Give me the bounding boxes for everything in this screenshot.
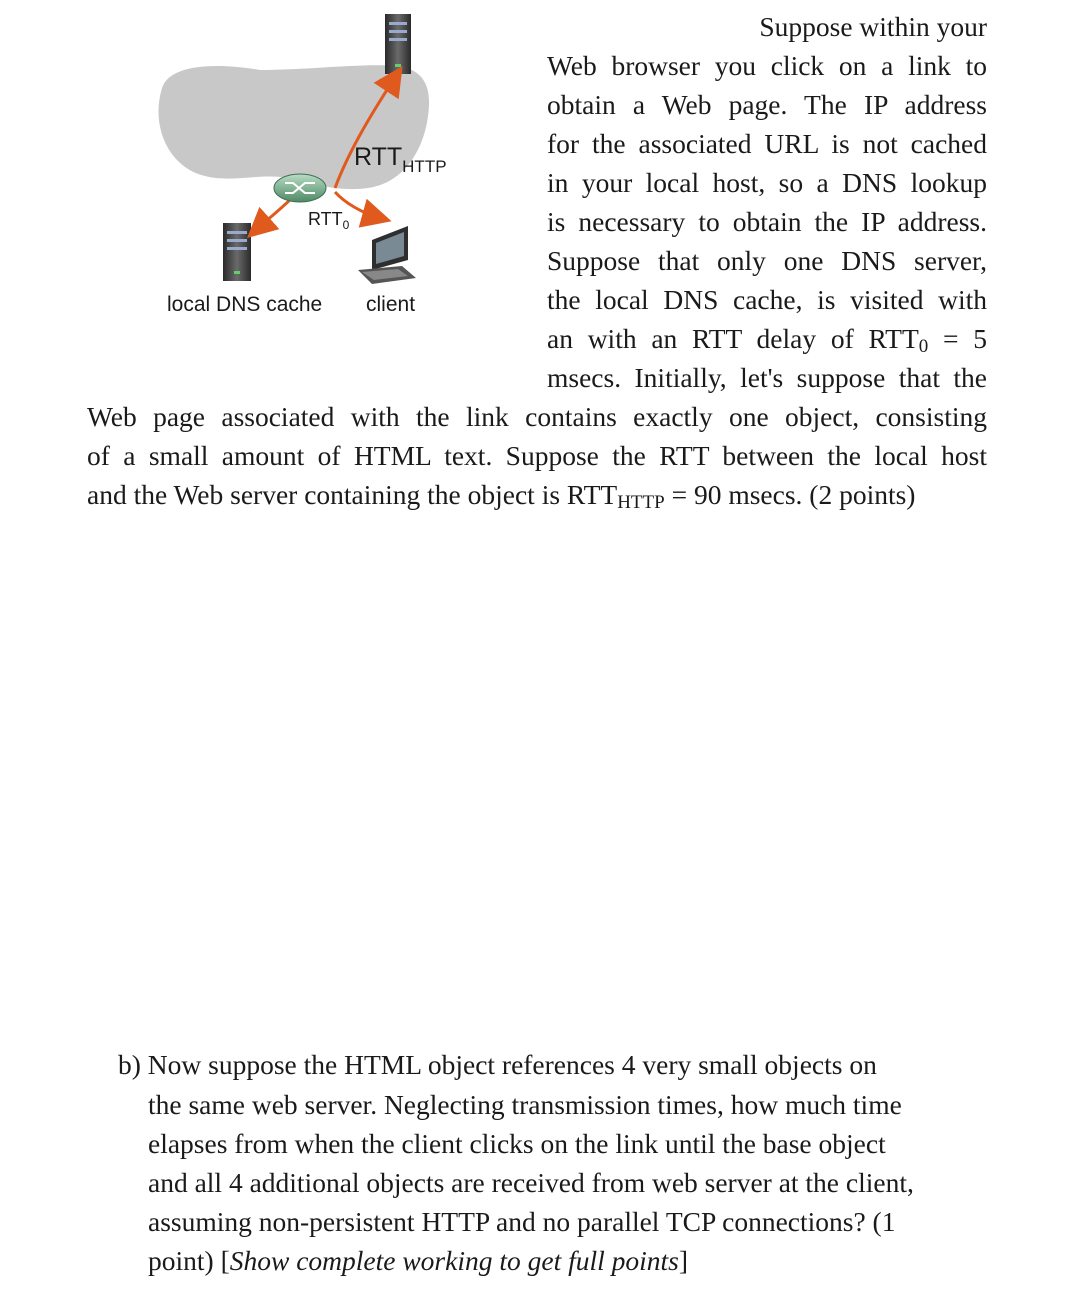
problem-line-13 bbox=[87, 475, 987, 514]
rtt0-value: = 5 bbox=[928, 323, 987, 354]
rtt0-sub: 0 bbox=[342, 218, 350, 232]
rtt0-main: RTT bbox=[308, 209, 343, 229]
question-b-line-1: b) Now suppose the HTML object references 4 very small objects on bbox=[118, 1049, 877, 1080]
network-diagram bbox=[140, 8, 470, 328]
client-computer-icon bbox=[358, 226, 416, 284]
question-b-points: point) [ bbox=[148, 1245, 230, 1276]
question-b-line-2: the same web server. Neglecting transmission times, how much time bbox=[148, 1089, 902, 1120]
problem-line-10: msecs. Initially, let's suppose that the bbox=[547, 362, 987, 393]
problem-line-6: is necessary to obtain the IP address. bbox=[547, 206, 987, 237]
rtt-http-subscript: HTTP bbox=[617, 492, 665, 513]
question-b-line-3: elapses from when the client clicks on the link until the base object bbox=[148, 1128, 886, 1159]
problem-line-2: Web browser you click on a link to bbox=[547, 50, 987, 81]
local-dns-cache-label: local DNS cache bbox=[167, 293, 323, 316]
question-b-bracket: ] bbox=[678, 1245, 689, 1276]
rtt-http-sub: HTTP bbox=[402, 157, 447, 176]
router-icon bbox=[274, 174, 326, 202]
problem-line-4: for the associated URL is not cached bbox=[547, 128, 987, 159]
question-b-line-4: and all 4 additional objects are received from web server at the client, bbox=[148, 1167, 914, 1198]
problem-line-5: in your local host, so a DNS lookup bbox=[547, 167, 987, 198]
rtt-delay-text: an with an RTT delay of RTT bbox=[547, 323, 919, 354]
rtt-http-value: = 90 msecs. (2 points) bbox=[664, 479, 916, 510]
problem-line-1: Suppose within your bbox=[759, 11, 987, 42]
dns-server-icon bbox=[223, 223, 251, 281]
rtt-http-main: RTT bbox=[354, 143, 403, 171]
question-b-line-6 bbox=[148, 1241, 688, 1280]
rtt-http-text: and the Web server containing the object is RTT bbox=[87, 479, 618, 510]
web-server-icon bbox=[385, 14, 411, 74]
problem-line-3: obtain a Web page. The IP address bbox=[547, 89, 987, 120]
rtt-http-label bbox=[354, 143, 447, 177]
client-label: client bbox=[366, 293, 416, 316]
problem-line-8: the local DNS cache, is visited with bbox=[547, 284, 987, 315]
problem-line-9 bbox=[547, 319, 987, 358]
question-b-instruction: Show complete working to get full points bbox=[229, 1245, 679, 1276]
rtt0-subscript: 0 bbox=[918, 336, 929, 357]
rtt0-label bbox=[308, 209, 349, 232]
problem-line-11: Web page associated with the link contains exactly one object, consisting bbox=[87, 401, 987, 432]
problem-line-7: Suppose that only one DNS server, bbox=[547, 245, 987, 276]
question-b-line-5: assuming non-persistent HTTP and no parallel TCP connections? (1 bbox=[148, 1206, 896, 1237]
problem-line-12: of a small amount of HTML text. Suppose the RTT between the local host bbox=[87, 440, 987, 471]
